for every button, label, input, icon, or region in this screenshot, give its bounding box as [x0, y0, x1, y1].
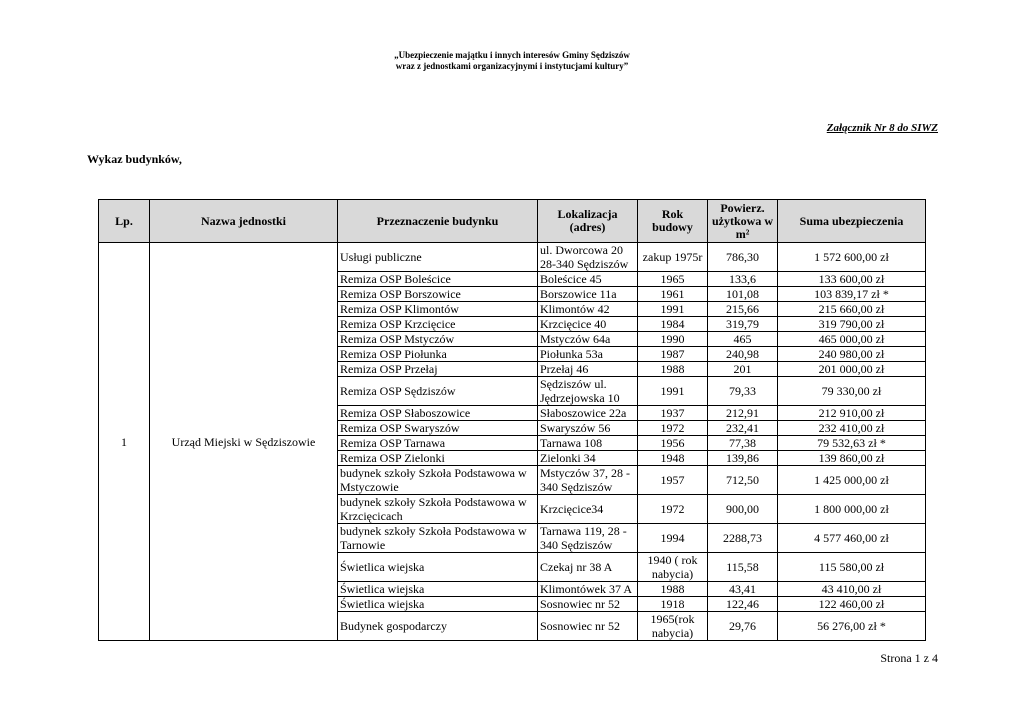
annex-label: Załącznik Nr 8 do SIWZ	[826, 122, 938, 134]
cell-year: 1991	[638, 302, 708, 317]
cell-location: Mstyczów 37, 28 - 340 Sędziszów	[538, 466, 638, 495]
cell-insurance-sum: 79 330,00 zł	[778, 377, 926, 406]
cell-area: 201	[708, 362, 778, 377]
cell-purpose: Budynek gospodarczy	[338, 612, 538, 641]
cell-year: 1972	[638, 495, 708, 524]
header-purpose: Przeznaczenie budynku	[338, 200, 538, 243]
cell-location: Piołunka 53a	[538, 347, 638, 362]
cell-insurance-sum: 232 410,00 zł	[778, 421, 926, 436]
cell-location: Krzcięcice34	[538, 495, 638, 524]
cell-insurance-sum: 122 460,00 zł	[778, 597, 926, 612]
cell-location: Klimontówek 37 A	[538, 582, 638, 597]
cell-year: 1972	[638, 421, 708, 436]
header-insurance-sum: Suma ubezpieczenia	[778, 200, 926, 243]
cell-insurance-sum: 1 800 000,00 zł	[778, 495, 926, 524]
header-location: Lokalizacja (adres)	[538, 200, 638, 243]
cell-location: Czekaj nr 38 A	[538, 553, 638, 582]
cell-year: 1988	[638, 582, 708, 597]
header-unit-name: Nazwa jednostki	[150, 200, 338, 243]
cell-area: 122,46	[708, 597, 778, 612]
cell-area: 29,76	[708, 612, 778, 641]
cell-purpose: Remiza OSP Swaryszów	[338, 421, 538, 436]
cell-year: 1994	[638, 524, 708, 553]
cell-insurance-sum: 133 600,00 zł	[778, 272, 926, 287]
cell-insurance-sum: 215 660,00 zł	[778, 302, 926, 317]
cell-area: 465	[708, 332, 778, 347]
cell-purpose: Świetlica wiejska	[338, 597, 538, 612]
cell-area: 79,33	[708, 377, 778, 406]
cell-location: Boleścice 45	[538, 272, 638, 287]
cell-year: 1918	[638, 597, 708, 612]
list-title: Wykaz budynków,	[87, 152, 182, 166]
cell-insurance-sum: 465 000,00 zł	[778, 332, 926, 347]
cell-location: Zielonki 34	[538, 451, 638, 466]
cell-area: 240,98	[708, 347, 778, 362]
header-line-2: wraz z jednostkami organizacyjnymi i instytucjami kultury”	[395, 61, 629, 71]
cell-year: 1990	[638, 332, 708, 347]
cell-purpose: Remiza OSP Piołunka	[338, 347, 538, 362]
cell-year: 1948	[638, 451, 708, 466]
cell-year: 1961	[638, 287, 708, 302]
cell-location: Tarnawa 108	[538, 436, 638, 451]
cell-insurance-sum: 43 410,00 zł	[778, 582, 926, 597]
cell-year: 1965	[638, 272, 708, 287]
cell-location: Krzcięcice 40	[538, 317, 638, 332]
cell-insurance-sum: 201 000,00 zł	[778, 362, 926, 377]
cell-location: Tarnawa 119, 28 - 340 Sędziszów	[538, 524, 638, 553]
cell-insurance-sum: 115 580,00 zł	[778, 553, 926, 582]
cell-area: 319,79	[708, 317, 778, 332]
cell-purpose: Remiza OSP Krzcięcice	[338, 317, 538, 332]
header-year: Rok budowy	[638, 200, 708, 243]
cell-purpose: Świetlica wiejska	[338, 582, 538, 597]
cell-area: 139,86	[708, 451, 778, 466]
cell-insurance-sum: 319 790,00 zł	[778, 317, 926, 332]
cell-purpose: Remiza OSP Słaboszowice	[338, 406, 538, 421]
cell-purpose: budynek szkoły Szkoła Podstawowa w Mstyczowie	[338, 466, 538, 495]
cell-location: Borszowice 11a	[538, 287, 638, 302]
cell-purpose: Remiza OSP Przełaj	[338, 362, 538, 377]
cell-year: 1957	[638, 466, 708, 495]
cell-year: 1965(rok nabycia)	[638, 612, 708, 641]
cell-year: 1984	[638, 317, 708, 332]
cell-purpose: Remiza OSP Klimontów	[338, 302, 538, 317]
cell-year: 1987	[638, 347, 708, 362]
cell-insurance-sum: 4 577 460,00 zł	[778, 524, 926, 553]
cell-insurance-sum: 79 532,63 zł *	[778, 436, 926, 451]
buildings-table	[98, 199, 926, 641]
header-line-1: „Ubezpieczenie majątku i innych interesów Gminy Sędziszów	[394, 50, 630, 60]
cell-purpose: Remiza OSP Sędziszów	[338, 377, 538, 406]
cell-area: 232,41	[708, 421, 778, 436]
cell-purpose: budynek szkoły Szkoła Podstawowa w Krzcięcicach	[338, 495, 538, 524]
document-header	[0, 50, 1024, 72]
header-lp: Lp.	[99, 200, 150, 243]
cell-location: Przełaj 46	[538, 362, 638, 377]
cell-purpose: budynek szkoły Szkoła Podstawowa w Tarnowie	[338, 524, 538, 553]
cell-insurance-sum: 103 839,17 zł *	[778, 287, 926, 302]
cell-insurance-sum: 1 572 600,00 zł	[778, 243, 926, 272]
cell-year: 1940 ( rok nabycia)	[638, 553, 708, 582]
cell-year: 1937	[638, 406, 708, 421]
cell-location: ul. Dworcowa 20 28-340 Sędziszów	[538, 243, 638, 272]
cell-area: 43,41	[708, 582, 778, 597]
cell-unit-name: Urząd Miejski w Sędziszowie	[150, 243, 338, 641]
cell-insurance-sum: 240 980,00 zł	[778, 347, 926, 362]
cell-area: 101,08	[708, 287, 778, 302]
cell-area: 712,50	[708, 466, 778, 495]
cell-location: Klimontów 42	[538, 302, 638, 317]
cell-purpose: Świetlica wiejska	[338, 553, 538, 582]
cell-purpose: Remiza OSP Boleścice	[338, 272, 538, 287]
cell-year: 1988	[638, 362, 708, 377]
header-area: Powierz. użytkowa w m²	[708, 200, 778, 243]
cell-insurance-sum: 212 910,00 zł	[778, 406, 926, 421]
cell-area: 115,58	[708, 553, 778, 582]
cell-location: Mstyczów 64a	[538, 332, 638, 347]
cell-insurance-sum: 56 276,00 zł *	[778, 612, 926, 641]
cell-purpose: Remiza OSP Borszowice	[338, 287, 538, 302]
cell-location: Sosnowiec nr 52	[538, 612, 638, 641]
cell-location: Słaboszowice 22a	[538, 406, 638, 421]
page-number: Strona 1 z 4	[880, 651, 938, 665]
cell-purpose: Remiza OSP Zielonki	[338, 451, 538, 466]
cell-area: 77,38	[708, 436, 778, 451]
cell-area: 786,30	[708, 243, 778, 272]
table-body	[99, 243, 926, 641]
cell-location: Swaryszów 56	[538, 421, 638, 436]
cell-lp: 1	[99, 243, 150, 641]
cell-year: 1991	[638, 377, 708, 406]
cell-area: 900,00	[708, 495, 778, 524]
cell-purpose: Remiza OSP Mstyczów	[338, 332, 538, 347]
cell-area: 2288,73	[708, 524, 778, 553]
cell-purpose: Remiza OSP Tarnawa	[338, 436, 538, 451]
cell-purpose: Usługi publiczne	[338, 243, 538, 272]
table-row	[99, 243, 926, 272]
cell-area: 212,91	[708, 406, 778, 421]
cell-area: 215,66	[708, 302, 778, 317]
cell-insurance-sum: 1 425 000,00 zł	[778, 466, 926, 495]
cell-insurance-sum: 139 860,00 zł	[778, 451, 926, 466]
cell-location: Sędziszów ul. Jędrzejowska 10	[538, 377, 638, 406]
cell-location: Sosnowiec nr 52	[538, 597, 638, 612]
cell-area: 133,6	[708, 272, 778, 287]
cell-year: 1956	[638, 436, 708, 451]
cell-year: zakup 1975r	[638, 243, 708, 272]
table-header-row	[99, 200, 926, 243]
